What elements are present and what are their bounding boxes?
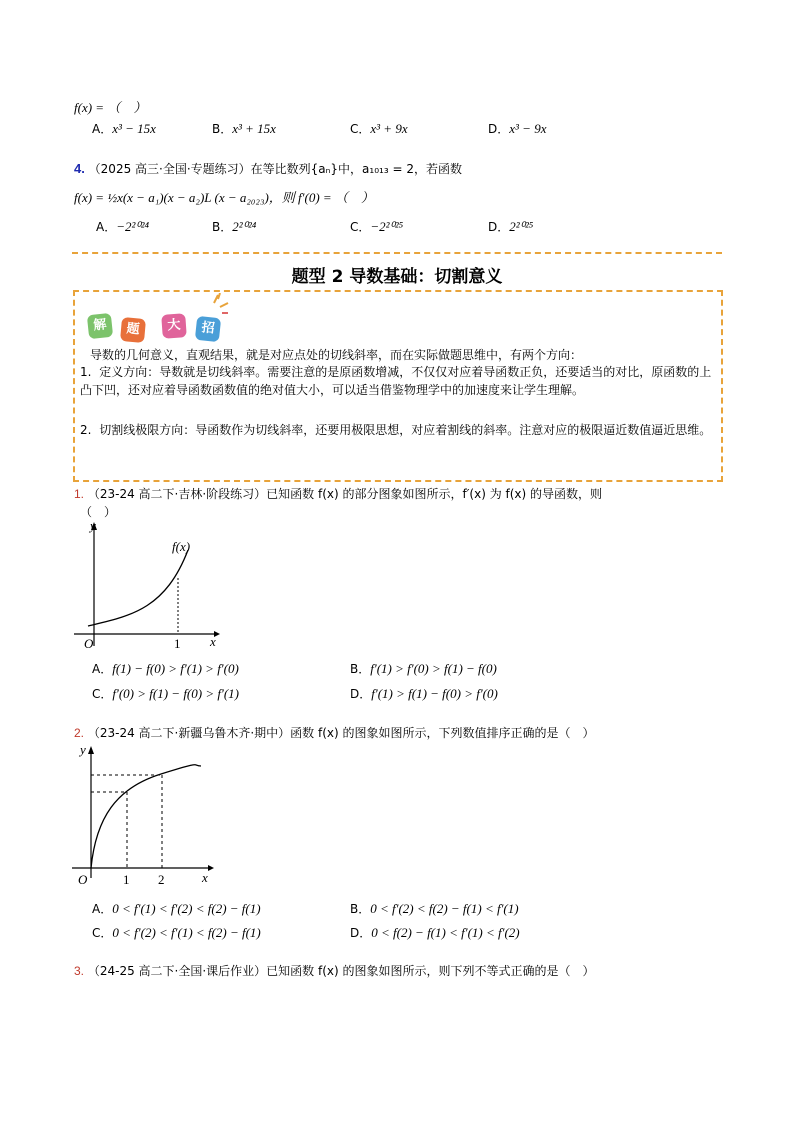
badge-da: 大 bbox=[161, 313, 187, 339]
tips-intro: 导数的几何意义，直观结果，就是对应点处的切线斜率，而在实际做题思维中，有两个方向： bbox=[90, 348, 583, 362]
top-option-d[interactable]: D．x³ − 9x bbox=[488, 121, 547, 136]
question-4 bbox=[74, 160, 462, 177]
q2-option-a[interactable]: A．0 < f′(1) < f′(2) < f(2) − f(1) bbox=[92, 901, 261, 916]
tips-point-2-number: 2. bbox=[80, 423, 92, 437]
q2-option-c[interactable]: C．0 < f′(2) < f′(1) < f(2) − f(1) bbox=[92, 925, 261, 940]
question-text: （23-24 高二下·新疆乌鲁木齐·期中）函数 f(x) 的图象如图所示，下列数值排序正确的是（ ） bbox=[87, 726, 595, 740]
question-number: 2. bbox=[74, 726, 85, 740]
q1-option-d[interactable]: D．f′(1) > f(1) − f(0) > f′(0) bbox=[350, 686, 498, 701]
question-number: 3. bbox=[74, 964, 85, 978]
q4-option-b[interactable]: B．2²⁰²⁴ bbox=[212, 219, 257, 234]
q1-option-b[interactable]: B．f′(1) > f′(0) > f(1) − f(0) bbox=[350, 661, 497, 676]
curve-fx bbox=[91, 765, 201, 868]
q2-option-b[interactable]: B．0 < f′(2) < f(2) − f(1) < f′(1) bbox=[350, 901, 519, 916]
origin-label: O bbox=[78, 872, 88, 887]
tips-point-1 bbox=[80, 363, 712, 399]
top-option-a[interactable]: A．x³ − 15x bbox=[92, 121, 156, 136]
q4-option-c[interactable]: C．−2²⁰²⁵ bbox=[350, 219, 404, 234]
q2-option-d[interactable]: D．0 < f(2) − f(1) < f′(1) < f′(2) bbox=[350, 925, 520, 940]
origin-label: O bbox=[84, 636, 94, 651]
question-number: 4. bbox=[74, 161, 85, 176]
top-option-b[interactable]: B．x³ + 15x bbox=[212, 121, 276, 136]
badge-ti: 题 bbox=[120, 317, 146, 343]
question-text: （2025 高三·全国·专题练习）在等比数列{aₙ}中，a₁₀₁₃ = 2，若函数 bbox=[88, 162, 462, 176]
curve-fx bbox=[88, 550, 188, 626]
question-text: （24-25 高二下·全国·课后作业）已知函数 f(x) 的图象如图所示，则下列不等式正确的是（ ） bbox=[87, 964, 595, 978]
tips-point-2 bbox=[80, 421, 716, 439]
tips-point-1-number: 1. bbox=[80, 365, 92, 379]
top-question-lead: f(x) = （ ） bbox=[74, 100, 147, 115]
question-4-formula: f(x) = ½x(x − a₁)(x − a₂)L (x − a₂₀₂₃)，则 f′(0) = （ ） bbox=[74, 190, 374, 205]
badge-zhao: 招 bbox=[195, 316, 221, 342]
q1-graph bbox=[70, 518, 220, 653]
q1-option-c[interactable]: C．f′(0) > f(1) − f(0) > f′(1) bbox=[92, 686, 239, 701]
tips-point-1-text: 定义方向：导数就是切线斜率。需要注意的是原函数增减，不仅仅对应着导函数正负，还要适当的对比，原函数的上凸下凹，还对应着导函数函数值的绝对值大小，可以适当借鉴物理学中的加速度来让学生理解。 bbox=[80, 365, 712, 397]
question-number: 1. bbox=[74, 487, 85, 501]
x-label: x bbox=[202, 870, 208, 885]
tick-1-label: 1 bbox=[123, 872, 130, 887]
y-label: y bbox=[80, 742, 86, 757]
section-divider bbox=[72, 252, 722, 254]
y-axis-arrow bbox=[88, 746, 94, 754]
question-text: （23-24 高二下·吉林·阶段练习）已知函数 f(x) 的部分图象如图所示，f′(x) 为 f(x) 的导函数，则 bbox=[87, 487, 603, 501]
x-axis-arrow bbox=[208, 865, 214, 871]
tick-2-label: 2 bbox=[158, 872, 165, 887]
q4-option-d[interactable]: D．2²⁰²⁵ bbox=[488, 219, 534, 234]
curve-label: f(x) bbox=[172, 539, 191, 554]
tick-label: 1 bbox=[174, 636, 181, 651]
question-1 bbox=[74, 485, 602, 502]
top-option-c[interactable]: C．x³ + 9x bbox=[350, 121, 408, 136]
q1-option-a[interactable]: A．f(1) − f(0) > f′(1) > f′(0) bbox=[92, 661, 239, 676]
badge-jie: 解 bbox=[87, 313, 113, 339]
question-3 bbox=[74, 962, 594, 979]
q4-option-a[interactable]: A．−2²⁰²⁴ bbox=[96, 219, 150, 234]
q2-graph bbox=[66, 738, 216, 888]
x-label: x bbox=[210, 634, 216, 649]
y-label: y bbox=[90, 518, 96, 533]
section-title: 题型 2 导数基础：切割意义 bbox=[291, 267, 503, 287]
question-1-bracket: （ ） bbox=[80, 505, 117, 519]
tips-point-2-text: 切割线极限方向：导函数作为切线斜率，还要用极限思想，对应着割线的斜率。注意对应的极限逼近数值逼近思维。 bbox=[99, 423, 712, 437]
